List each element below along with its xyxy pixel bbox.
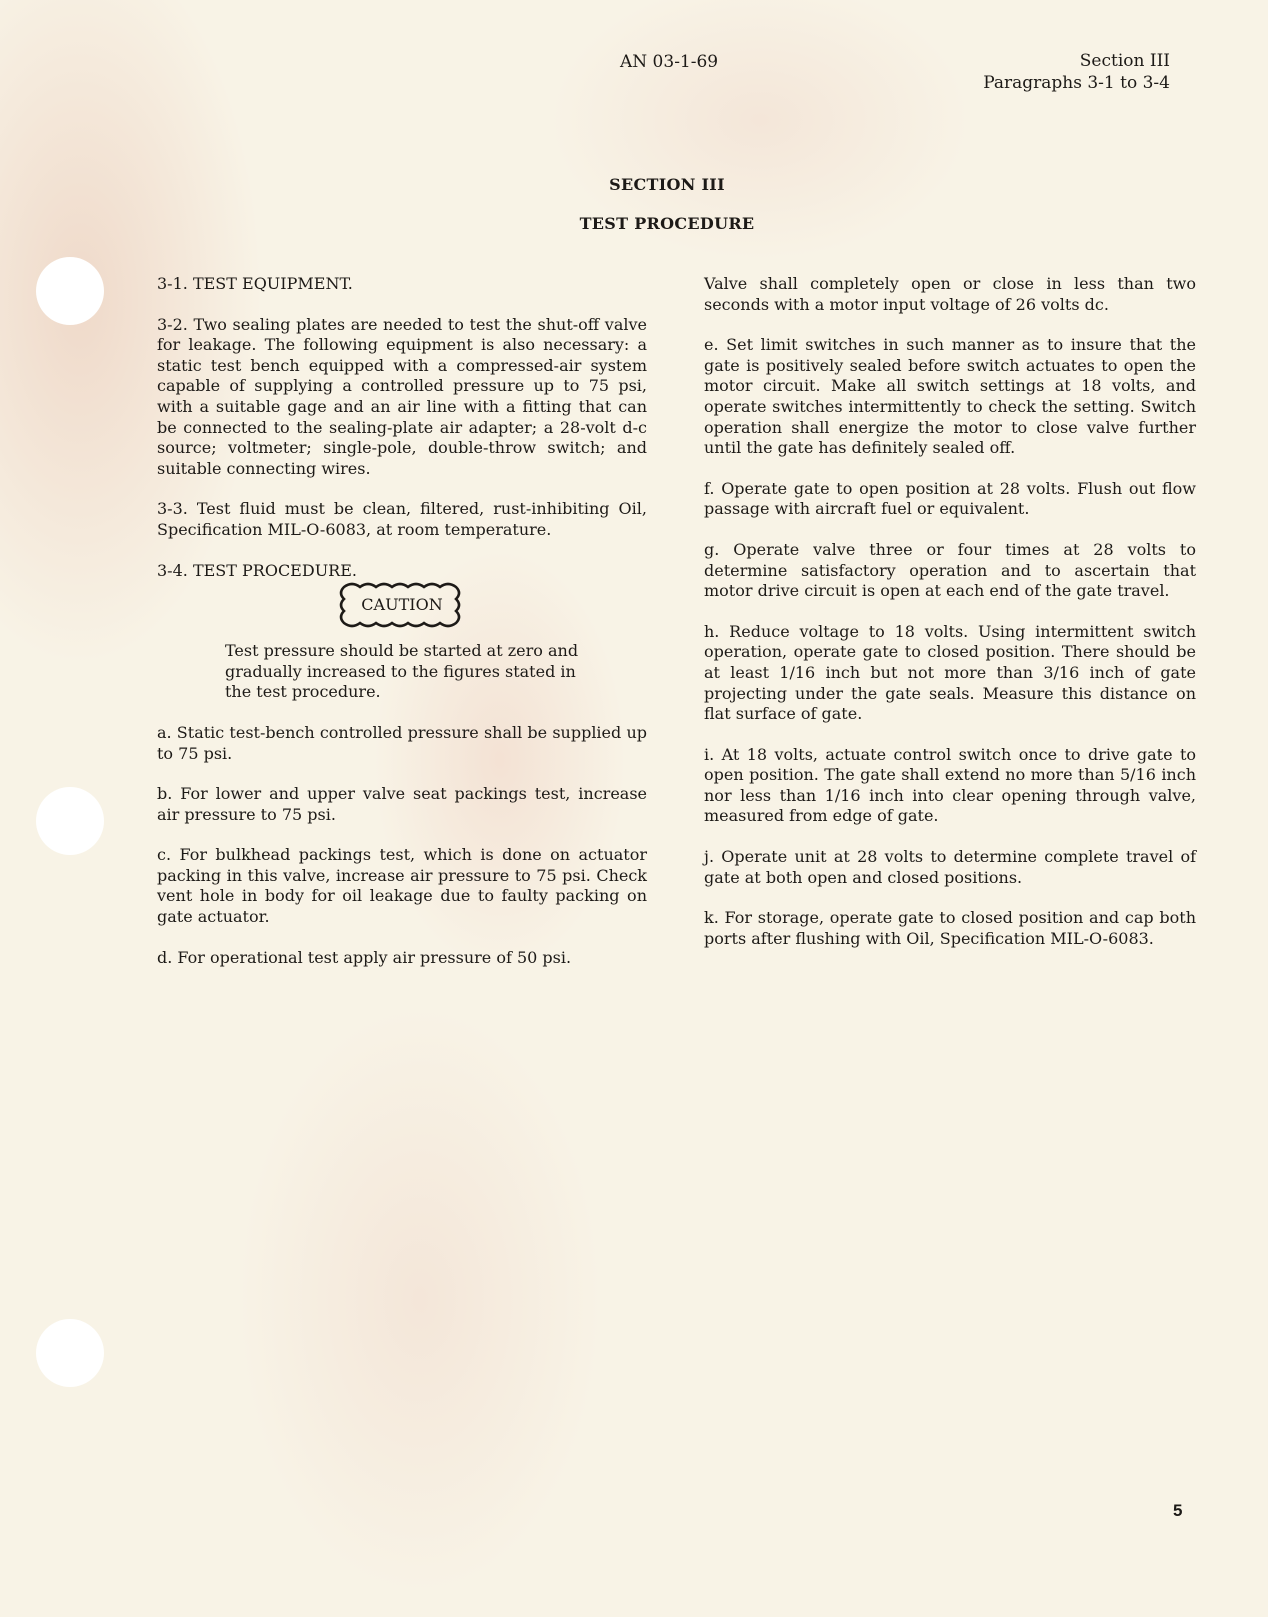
paragraph-3-4: 3-4. TEST PROCEDURE. — [157, 560, 357, 580]
header-section: Section III — [1079, 51, 1170, 71]
paragraph-3-1: 3-1. TEST EQUIPMENT. — [157, 274, 353, 293]
paragraph-3-3: 3-3. Test fluid must be clean, filtered, rust-inhibiting Oil, Specification MIL-O-6083, at room temperature. — [157, 499, 647, 539]
paragraph-3-2: 3-2. Two sealing plates are needed to test the shut-off valve for leakage. The following equipment is also necessary: a static test bench equipped with a compressed-air system capable of supplying a controlled pressure up to 75 psi, with a suitable gage and an air line with a fitting that can be connected to the sealing-plate air adapter; a 28-volt d-c source; voltmeter; single-pole, double-throw switch; and suitable connecting wires. — [157, 314, 647, 478]
step-i: i. At 18 volts, actuate control switch once to drive gate to open position. The gate shall extend no more than 5/16 inch nor less than 1/16 inch into clear opening through valve, measured from edge of gate. — [704, 744, 1196, 826]
step-h: h. Reduce voltage to 18 volts. Using intermittent switch operation, operate gate to closed position. There should be at least 1/16 inch but not more than 3/16 inch of gate projecting under the gate seals. Measure this distance on flat surface of gate. — [704, 621, 1196, 724]
step-d-continued: Valve shall completely open or close in less than two seconds with a motor input voltage of 26 volts dc. — [704, 274, 1196, 314]
binder-hole-middle — [36, 787, 104, 855]
step-k: k. For storage, operate gate to closed position and cap both ports after flushing with Oil, Specification MIL-O-6083. — [704, 908, 1196, 948]
caution-label: CAUTION — [361, 595, 443, 615]
caution-text: Test pressure should be started at zero and gradually increased to the figures stated in the test procedure. — [225, 641, 579, 702]
step-f: f. Operate gate to open position at 28 volts. Flush out flow passage with aircraft fuel or equivalent. — [704, 478, 1196, 519]
doc-number: AN 03-1-69 — [620, 52, 719, 72]
step-d: d. For operational test apply air pressure of 50 psi. — [157, 947, 572, 967]
caution-box — [157, 591, 647, 619]
left-column — [157, 274, 647, 988]
right-column — [704, 274, 1196, 969]
page-number: 5 — [1173, 1501, 1183, 1520]
header-paragraphs: Paragraphs 3-1 to 3-4 — [983, 73, 1170, 93]
binder-hole-top — [36, 257, 104, 325]
step-a: a. Static test-bench controlled pressure shall be supplied up to 75 psi. — [157, 722, 647, 763]
step-e: e. Set limit switches in such manner as to insure that the gate is positively sealed before switch actuates to open the motor circuit. Make all switch settings at 18 volts, and operate switches intermittently to check the setting. Switch operation shall energize the motor to close valve further until the gate has definitely sealed off. — [704, 335, 1196, 458]
step-b: b. For lower and upper valve seat packings test, increase air pressure to 75 psi. — [157, 784, 647, 824]
binder-hole-bottom — [36, 1319, 104, 1387]
caution-frame — [352, 591, 452, 619]
step-g: g. Operate valve three or four times at 28 volts to determine satisfactory operation and to ascertain that motor drive circuit is open at each end of the gate travel. — [704, 539, 1196, 601]
step-c: c. For bulkhead packings test, which is done on actuator packing in this valve, increase air pressure to 75 psi. Check vent hole in body for oil leakage due to faulty packing on gate actuator. — [157, 845, 647, 927]
section-heading: SECTION III — [609, 175, 725, 194]
step-j: j. Operate unit at 28 volts to determine complete travel of gate at both open and closed positions. — [704, 847, 1196, 887]
section-name: TEST PROCEDURE — [579, 214, 755, 233]
page-header-right — [983, 50, 1170, 94]
